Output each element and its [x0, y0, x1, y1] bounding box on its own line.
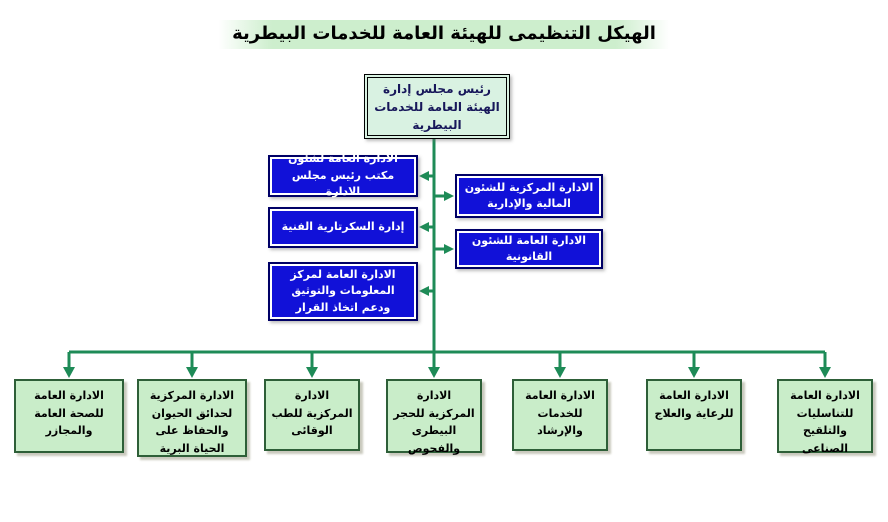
box-services-extension — [512, 379, 608, 451]
box-zoos-wildlife — [137, 379, 247, 457]
box-chairman-label: رئيس مجلس إدارة الهيئة العامة للخدمات البيطرية — [374, 81, 500, 132]
box-technical-secretariat-label: إدارة السكرتارية الفنية — [281, 220, 405, 234]
box-care-treatment — [646, 379, 742, 451]
box-technical-secretariat — [268, 207, 418, 248]
box-legal-affairs — [455, 229, 603, 269]
box-services-extension-label: الادارة العامة للخدمات والإرشاد — [525, 389, 595, 438]
box-veterinary-quarantine — [386, 379, 482, 453]
box-public-health-slaughterhouses-label: الادارة العامة للصحة العامة والمجازر — [34, 389, 104, 438]
box-legal-affairs-label: الادارة العامة للشئون القانونية — [471, 233, 587, 263]
box-preventive-medicine — [264, 379, 360, 451]
box-reproduction-ai — [777, 379, 873, 453]
box-financial-admin-affairs-label: الادارة المركزية للشئون المالية والإدارية — [464, 180, 594, 210]
box-chairman — [364, 74, 510, 139]
chart-title: الهيكل التنظيمى للهيئة العامة للخدمات البيطرية — [218, 20, 670, 49]
box-chairman-office-affairs — [268, 152, 418, 199]
box-information-center-label: الادارة العامة لمركز المعلومات والتوثيق ودعم اتخاذ القرار — [290, 267, 396, 314]
box-public-health-slaughterhouses — [14, 379, 124, 453]
box-veterinary-quarantine-label: الادارة المركزية للحجر البيطرى والفحوص — [393, 389, 475, 455]
box-chairman-office-affairs-label: الادارة العامة لشئون مكتب رئيس مجلس الادارة — [288, 152, 398, 199]
box-financial-admin-affairs — [455, 174, 603, 218]
box-care-treatment-label: الادارة العامة للرعاية والعلاج — [654, 389, 734, 420]
box-reproduction-ai-label: الادارة العامة للتناسليات والتلقيح الصناعى — [790, 389, 860, 455]
box-zoos-wildlife-label: الادارة المركزية لحدائق الحيوان والحفاظ على الحياة البرية — [149, 389, 235, 455]
box-preventive-medicine-label: الادارة المركزية للطب الوقائى — [271, 389, 353, 438]
box-information-center — [268, 262, 418, 321]
